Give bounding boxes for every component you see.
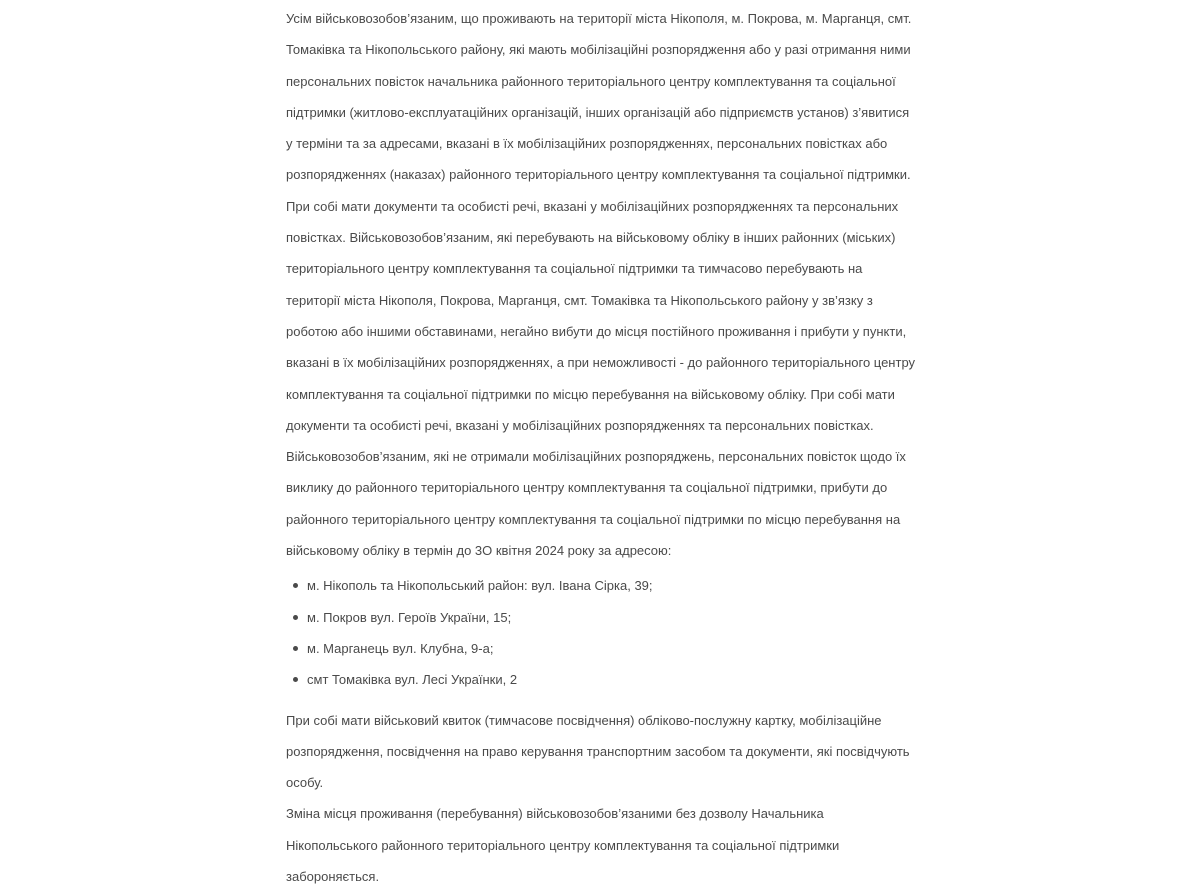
address-text: смт Томаківка вул. Лесі Українки, 2 (307, 672, 518, 688)
bullet-icon (293, 677, 298, 682)
paragraph-no-orders: Військовозобов’язаним, які не отримали мобілізаційних розпоряджень, персональних повісток щодо їх виклику до районного територіального центру комплектування та соціальної підтримки, прибути до районного територіального центру комплектування та соціальної підтримки по місцю перебування на військовому обліку в термін до 3О квітня 2024 року за адресою: (286, 449, 906, 559)
address-list (286, 570, 918, 695)
bullet-icon (293, 646, 298, 651)
bullet-icon (293, 583, 298, 588)
paragraph-documents: При собі мати військовий квиток (тимчасове посвідчення) обліково-послужну картку, мобілізаційне розпорядження, посвідчення на право керування транспортним засобом та документи, які посвідчують особу. (286, 712, 910, 791)
article-body (286, 0, 918, 892)
address-item-tomakivka (307, 664, 918, 695)
paragraph-residence-change: Зміна місця проживання (перебування) військовозобов’язаними без дозволу Начальника Нікопольського районного територіального центру комплектування та соціальної підтримки забороняється. (286, 806, 840, 885)
bullet-icon (293, 615, 298, 620)
address-text: м. Марганець вул. Клубна, 9-а; (307, 640, 494, 656)
address-text: м. Покров вул. Героїв України, 15; (307, 609, 512, 625)
paragraph-mobilization-order: Усім військовозобов’язаним, що проживають на території міста Нікополя, м. Покрова, м. Марганця, смт. Томаківка та Нікопольського району, які мають мобілізаційні розпорядження або у разі отримання ними персональних повісток начальника районного територіального центру комплектування та соціальної підтримки (житлово-експлуатаційних організацій, інших організацій або підприємств установ) з’явитися у терміни та за адресами, вказані в їх мобілізаційних розпорядженнях, персональних повістках або розпорядженнях (наказах) районного територіального центру комплектування та соціальної підтримки. При собі мати документи та особисті речі, вказані у мобілізаційних розпорядженнях та персональних повістках. Військовозобов’язаним, які перебувають на військовому обліку в інших районних (міських) територіального центру комплектування та соціальної підтримки та тимчасово перебувають на території міста Нікополя, Покрова, Марганця, смт. Томаківка та Нікопольського району у зв’язку з роботою або іншими обставинами, негайно вибути до місця постійного проживання і прибути у пункти, вказані в їх мобілізаційних розпорядженнях, а при неможливості - до районного територіального центру комплектування та соціальної підтримки по місцю перебування на військовому обліку. При собі мати документи та особисті речі, вказані у мобілізаційних розпорядженнях та персональних повістках. (286, 11, 916, 433)
address-item-marganets (307, 633, 918, 664)
address-item-pokrov (307, 602, 918, 633)
address-text: м. Нікополь та Нікопольський район: вул. Івана Сірка, 39; (307, 578, 653, 594)
address-item-nikopol (307, 570, 918, 601)
